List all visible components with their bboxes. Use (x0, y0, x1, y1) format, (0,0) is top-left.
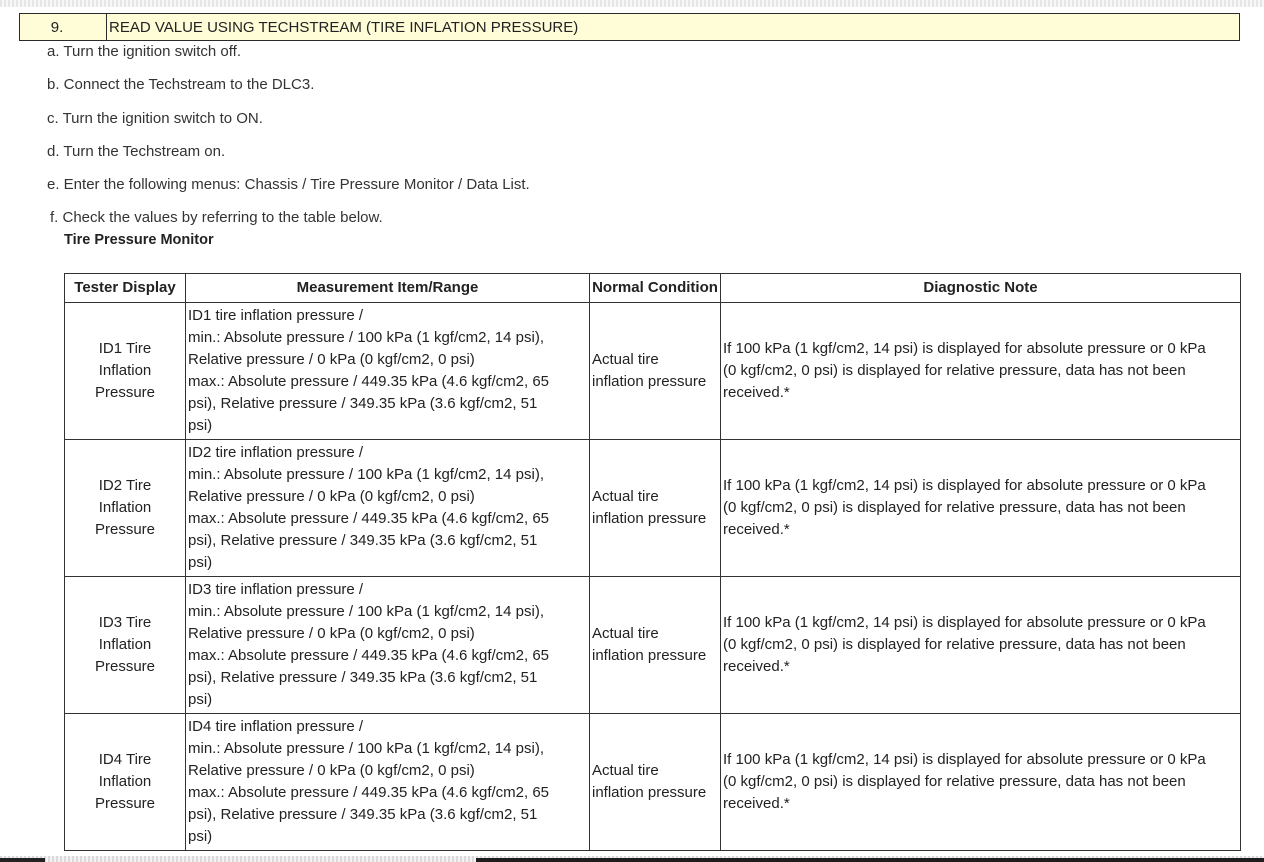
tester-display-cell (65, 714, 186, 851)
step-number: 9. (20, 14, 107, 40)
header-diagnostic-note: Diagnostic Note (721, 274, 1241, 303)
cell-text-line: Relative pressure / 0 kPa (0 kgf/cm2, 0 psi) (188, 488, 475, 505)
table-row (65, 303, 1241, 440)
cell-text-line: psi), Relative pressure / 349.35 kPa (3.6 kgf/cm2, 51 (188, 806, 538, 823)
diagnostic-note-cell (721, 303, 1241, 440)
normal-condition-cell (590, 577, 721, 714)
cell-text-line: (0 kgf/cm2, 0 psi) is displayed for relative pressure, data has not been (723, 499, 1186, 516)
instruction-item: b. Connect the Techstream to the DLC3. (47, 76, 315, 93)
instruction-item: f. Check the values by referring to the table below. (50, 209, 383, 226)
cell-text-line: (0 kgf/cm2, 0 psi) is displayed for relative pressure, data has not been (723, 636, 1186, 653)
cell-text-line: (0 kgf/cm2, 0 psi) is displayed for relative pressure, data has not been (723, 362, 1186, 379)
cell-text-line: ID3 Tire (98, 614, 152, 631)
table-caption: Tire Pressure Monitor (64, 232, 214, 248)
cell-text-line: ID2 tire inflation pressure / (188, 444, 364, 461)
cell-text-line: ID1 Tire (98, 340, 152, 357)
measurement-range-cell (186, 714, 590, 851)
tester-display-cell (65, 440, 186, 577)
cell-text-line: Actual tire (592, 625, 659, 642)
cell-text-line: Relative pressure / 0 kPa (0 kgf/cm2, 0 psi) (188, 762, 475, 779)
cell-text-line: Pressure (94, 795, 156, 812)
diagnostic-note-cell (721, 577, 1241, 714)
cell-text-line: inflation pressure (592, 647, 707, 664)
cell-text-line: Relative pressure / 0 kPa (0 kgf/cm2, 0 psi) (188, 351, 475, 368)
normal-condition-cell (590, 714, 721, 851)
step-title: READ VALUE USING TECHSTREAM (TIRE INFLATION PRESSURE) (109, 18, 579, 36)
cell-text-line: Actual tire (592, 351, 659, 368)
measurement-range-cell (186, 577, 590, 714)
bottom-edge-bar (476, 858, 1264, 862)
cell-text-line: received.* (723, 795, 790, 812)
cell-text-line: psi) (188, 417, 213, 434)
cell-text-line: ID4 tire inflation pressure / (188, 718, 364, 735)
cell-text-line: Inflation (98, 499, 152, 516)
cell-text-line: inflation pressure (592, 510, 707, 527)
cell-text-line: Pressure (94, 384, 156, 401)
cell-text-line: received.* (723, 384, 790, 401)
cell-text-line: received.* (723, 521, 790, 538)
top-edge-strip (0, 0, 1264, 7)
cell-text-line: If 100 kPa (1 kgf/cm2, 14 psi) is displayed for absolute pressure or 0 kPa (723, 751, 1206, 768)
cell-text-line: Inflation (98, 362, 152, 379)
cell-text-line: min.: Absolute pressure / 100 kPa (1 kgf/cm2, 14 psi), (188, 603, 545, 620)
table-row (65, 440, 1241, 577)
cell-text-line: Relative pressure / 0 kPa (0 kgf/cm2, 0 psi) (188, 625, 475, 642)
cell-text-line: received.* (723, 658, 790, 675)
cell-text-line: If 100 kPa (1 kgf/cm2, 14 psi) is displayed for absolute pressure or 0 kPa (723, 614, 1206, 631)
table-row (65, 577, 1241, 714)
cell-text-line: ID1 tire inflation pressure / (188, 307, 364, 324)
cell-text-line: psi) (188, 554, 213, 571)
header-tester-display: Tester Display (65, 274, 186, 303)
cell-text-line: inflation pressure (592, 373, 707, 390)
cell-text-line: (0 kgf/cm2, 0 psi) is displayed for relative pressure, data has not been (723, 773, 1186, 790)
instruction-item: e. Enter the following menus: Chassis / Tire Pressure Monitor / Data List. (47, 176, 530, 193)
cell-text-line: psi) (188, 828, 213, 845)
normal-condition-cell (590, 440, 721, 577)
cell-text-line: min.: Absolute pressure / 100 kPa (1 kgf/cm2, 14 psi), (188, 329, 545, 346)
cell-text-line: Actual tire (592, 762, 659, 779)
cell-text-line: psi), Relative pressure / 349.35 kPa (3.6 kgf/cm2, 51 (188, 532, 538, 549)
cell-text-line: max.: Absolute pressure / 449.35 kPa (4.6 kgf/cm2, 65 (188, 784, 550, 801)
cell-text-line: Actual tire (592, 488, 659, 505)
cell-text-line: psi) (188, 691, 213, 708)
cell-text-line: Pressure (94, 658, 156, 675)
instruction-item: d. Turn the Techstream on. (47, 143, 226, 160)
cell-text-line: max.: Absolute pressure / 449.35 kPa (4.6 kgf/cm2, 65 (188, 373, 550, 390)
data-list-table (64, 273, 1241, 851)
instruction-item: a. Turn the ignition switch off. (47, 43, 241, 60)
measurement-range-cell (186, 303, 590, 440)
cell-text-line: ID4 Tire (98, 751, 152, 768)
cell-text-line: Inflation (98, 636, 152, 653)
cell-text-line: psi), Relative pressure / 349.35 kPa (3.6 kgf/cm2, 51 (188, 395, 538, 412)
measurement-range-cell (186, 440, 590, 577)
cell-text-line: max.: Absolute pressure / 449.35 kPa (4.6 kgf/cm2, 65 (188, 510, 550, 527)
tester-display-cell (65, 303, 186, 440)
cell-text-line: If 100 kPa (1 kgf/cm2, 14 psi) is displayed for absolute pressure or 0 kPa (723, 340, 1206, 357)
table-header-row (65, 274, 1241, 303)
diagnostic-note-cell (721, 440, 1241, 577)
diagnostic-note-cell (721, 714, 1241, 851)
cell-text-line: ID2 Tire (98, 477, 152, 494)
instruction-item: c. Turn the ignition switch to ON. (47, 110, 263, 127)
table-row (65, 714, 1241, 851)
cell-text-line: If 100 kPa (1 kgf/cm2, 14 psi) is displayed for absolute pressure or 0 kPa (723, 477, 1206, 494)
tester-display-cell (65, 577, 186, 714)
cell-text-line: min.: Absolute pressure / 100 kPa (1 kgf/cm2, 14 psi), (188, 466, 545, 483)
cell-text-line: Pressure (94, 521, 156, 538)
bottom-edge-bar (0, 858, 45, 862)
cell-text-line: inflation pressure (592, 784, 707, 801)
cell-text-line: ID3 tire inflation pressure / (188, 581, 364, 598)
header-measurement-item: Measurement Item/Range (186, 274, 590, 303)
cell-text-line: max.: Absolute pressure / 449.35 kPa (4.6 kgf/cm2, 65 (188, 647, 550, 664)
cell-text-line: psi), Relative pressure / 349.35 kPa (3.6 kgf/cm2, 51 (188, 669, 538, 686)
normal-condition-cell (590, 303, 721, 440)
step-header (19, 13, 1240, 41)
cell-text-line: min.: Absolute pressure / 100 kPa (1 kgf/cm2, 14 psi), (188, 740, 545, 757)
cell-text-line: Inflation (98, 773, 152, 790)
header-normal-condition: Normal Condition (590, 274, 721, 303)
